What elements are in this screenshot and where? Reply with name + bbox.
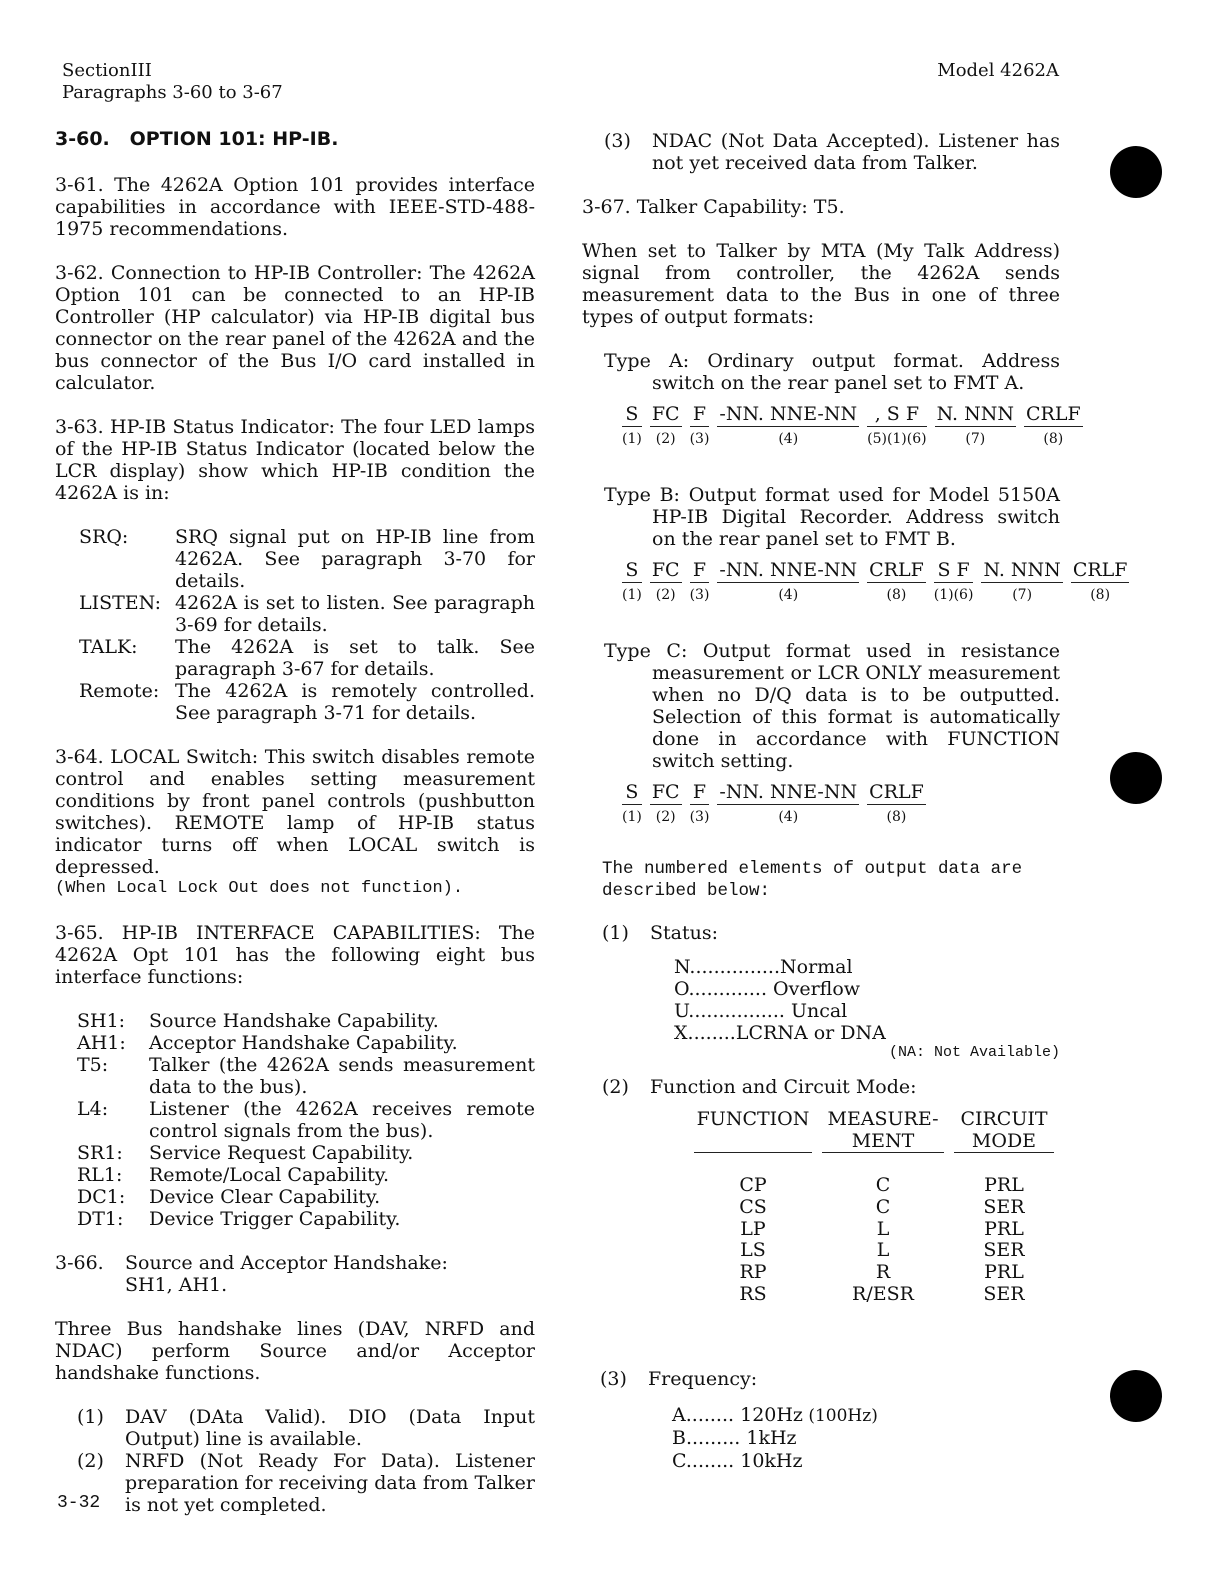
para-3-66-title-block: [125, 1252, 448, 1296]
list-item: [77, 1406, 535, 1450]
table-cell: R/ESR: [852, 1283, 914, 1305]
item-desc: Listener (the 4262A receives remote control signals from the bus).: [149, 1098, 535, 1142]
code-row: [674, 978, 1060, 1000]
header-line-1: MEASURE-: [827, 1108, 939, 1130]
segment-index: (3): [689, 809, 710, 825]
function-table: [582, 1108, 1060, 1368]
item-desc: NRFD (Not Ready For Data). Listener preparation for receiving data from Talker is not yet completed.: [125, 1450, 535, 1516]
list-item: [77, 1010, 535, 1032]
status-codes: [674, 956, 1060, 1044]
para-3-66-body: Three Bus handshake lines (DAV, NRFD and NDAC) perform Source and/or Acceptor handshake functions.: [55, 1318, 535, 1384]
code-key: X: [674, 1022, 688, 1044]
code-value: 1kHz: [740, 1427, 797, 1449]
segment-index: (2): [655, 587, 676, 603]
code-value: LCRNA or DNA: [735, 1022, 886, 1044]
segment-token: S: [622, 782, 642, 805]
code-row: [672, 1450, 1060, 1473]
segment-token: N. NNN: [936, 403, 1014, 425]
segment-index: (4): [778, 431, 799, 447]
header-line-1: CIRCUIT: [960, 1108, 1048, 1130]
item-key: RL1:: [77, 1164, 123, 1186]
format-segment: [1071, 560, 1130, 620]
format-segment: [650, 782, 682, 842]
table-cell: R: [875, 1261, 891, 1284]
item-desc: Talker (the 4262A sends measurement data to the bus).: [149, 1054, 535, 1098]
format-b-diagram: [622, 559, 1128, 620]
code-value: Normal: [780, 956, 853, 978]
header-line-2: MODE: [954, 1130, 1054, 1153]
list-item: [79, 636, 535, 680]
format-segment: [867, 782, 926, 842]
table-cell: L: [876, 1239, 890, 1262]
segment-token: F: [690, 404, 710, 427]
right-column: [582, 130, 1128, 1473]
type-b-desc: Type B: Output format used for Model 5150A HP-IB Digital Recorder. Address switch on the rear panel set to FMT B.: [604, 484, 1060, 550]
para-title: Source and Acceptor Handshake:: [125, 1252, 448, 1274]
capability-list: [77, 1010, 535, 1230]
code-row: [672, 1427, 1060, 1450]
leader-dots: .........: [685, 1427, 741, 1449]
list-item: [77, 1186, 535, 1208]
item-key: (2): [602, 1076, 629, 1098]
format-segment: [650, 560, 682, 620]
format-a-diagram: [622, 403, 1081, 464]
segment-token: -NN. NNE-NN: [719, 781, 858, 803]
item-key: (3): [600, 1368, 627, 1390]
handshake-list: [77, 1406, 535, 1516]
list-item: [79, 680, 535, 724]
code-row: [672, 1404, 1060, 1427]
heading-3-60: [55, 128, 535, 150]
segment-index: (3): [689, 431, 710, 447]
section-label: SectionIII: [62, 60, 152, 81]
item-key: (2): [77, 1450, 104, 1472]
item-desc: SRQ signal put on HP-IB line from 4262A. See paragraph 3-70 for details.: [175, 526, 535, 592]
page-number: 3-32: [57, 1493, 101, 1513]
type-a-desc: Type A: Ordinary output format. Address switch on the rear panel set to FMT A.: [604, 350, 1060, 394]
segment-token: CRLF: [1025, 403, 1081, 425]
segment-token: S: [622, 404, 642, 427]
segment-index: (7): [1012, 587, 1033, 603]
leader-dots: ........: [685, 1450, 735, 1472]
segment-token: N. NNN: [983, 559, 1061, 581]
item-key: (1): [602, 922, 629, 944]
binder-hole: [1110, 752, 1162, 804]
code-row: [674, 1022, 1060, 1044]
para-3-67: 3-67. Talker Capability: T5.: [582, 196, 845, 218]
item-desc: Source Handshake Capability.: [149, 1010, 439, 1032]
item-key: T5:: [77, 1054, 109, 1076]
leader-dots: ................: [688, 1000, 785, 1022]
segment-token: F: [690, 560, 710, 583]
frequency-codes: [672, 1404, 1060, 1473]
leader-dots: .............: [688, 978, 767, 1000]
code-value: 120Hz: [734, 1404, 803, 1426]
binder-hole: [1110, 1370, 1162, 1422]
leader-dots: ........: [685, 1404, 735, 1426]
item-key: (3): [604, 130, 631, 152]
item-key: SH1:: [77, 1010, 126, 1032]
para-3-64: 3-64. LOCAL Switch: This switch disables remote control and enables setting measurement conditions by front panel controls (pushbutton switches). REMOTE lamp of HP-IB status indicator turns off when LOCAL switch is depressed.: [55, 746, 535, 878]
segment-index: (4): [778, 809, 799, 825]
format-segment: [981, 560, 1062, 620]
segment-index: (3): [689, 587, 710, 603]
item-desc: DAV (DAta Valid). DIO (Data Input Output) line is available.: [125, 1406, 535, 1450]
item-key: LISTEN:: [79, 592, 162, 614]
table-cell: RS: [739, 1283, 767, 1305]
table-cell: SER: [983, 1239, 1025, 1262]
para-3-62: 3-62. Connection to HP-IB Controller: The 4262A Option 101 can be connected to an HP-IB Controller (HP calculator) via HP-IB digital bus connector on the rear panel of the 4262A and the bus connector of the Bus I/O card installed in calculator.: [55, 262, 535, 394]
leader-dots: ........: [687, 1022, 736, 1044]
segment-token: CRLF: [1072, 559, 1128, 581]
format-segment: [935, 404, 1016, 464]
code-key: O: [674, 978, 689, 1000]
item-key: SRQ:: [79, 526, 129, 548]
item-desc: Device Clear Capability.: [149, 1186, 381, 1208]
table-cell: SER: [983, 1195, 1025, 1218]
item-desc: Remote/Local Capability.: [149, 1164, 390, 1186]
item-desc: NDAC (Not Data Accepted). Listener has not yet received data from Talker.: [652, 130, 1060, 174]
list-item: [77, 1054, 535, 1098]
segment-index: (1): [622, 431, 642, 447]
segment-index: (1): [622, 809, 642, 825]
item-title: Frequency:: [648, 1368, 758, 1390]
para-3-63: 3-63. HP-IB Status Indicator: The four LED lamps of the HP-IB Status Indicator (located below the LCR display) show which HP-IB condition the 4262A is in:: [55, 416, 535, 504]
segment-token: S: [622, 560, 642, 583]
table-cell: SER: [983, 1283, 1025, 1305]
segment-index: (2): [655, 431, 676, 447]
item-desc: Acceptor Handshake Capability.: [149, 1032, 458, 1054]
segment-index: (5)(1)(6): [867, 431, 927, 447]
segment-token: -NN. NNE-NN: [719, 403, 858, 425]
format-segment: [717, 560, 859, 620]
table-cell: CP: [739, 1174, 767, 1196]
segment-token: F: [690, 782, 710, 805]
table-header: [822, 1108, 944, 1153]
handshake-item: [604, 130, 1060, 174]
table-cell: L: [876, 1217, 890, 1240]
para-3-64-note: (When Local Lock Out does not function).: [55, 879, 464, 898]
list-item: [79, 526, 535, 592]
code-row: [674, 1000, 1060, 1022]
code-key: B: [672, 1427, 686, 1449]
segment-index: (2): [655, 809, 676, 825]
frequency-heading: [600, 1368, 1060, 1390]
para-3-65: 3-65. HP-IB INTERFACE CAPABILITIES: The 4262A Opt 101 has the following eight bus interface functions:: [55, 922, 535, 988]
item-desc: Device Trigger Capability.: [149, 1208, 401, 1230]
item-desc: The 4262A is set to talk. See paragraph 3-67 for details.: [175, 636, 535, 680]
code-row: [674, 956, 1060, 978]
status-indicator-list: [79, 526, 535, 724]
item-key: (1): [77, 1406, 104, 1428]
code-value: Uncal: [784, 1000, 848, 1022]
format-segment: [690, 404, 710, 464]
code-extra: (100Hz): [802, 1406, 878, 1426]
list-item: [77, 1164, 535, 1186]
table-cell: CS: [739, 1195, 767, 1218]
item-key: L4:: [77, 1098, 109, 1120]
item-key: SR1:: [77, 1142, 123, 1164]
segment-index: (8): [886, 587, 907, 603]
format-segment: [690, 560, 710, 620]
segment-index: (8): [886, 809, 907, 825]
format-segment: [690, 782, 710, 842]
format-segment: [622, 782, 642, 842]
segment-index: (1)(6): [933, 587, 974, 603]
segment-token: FC: [651, 559, 680, 581]
segment-index: (8): [1043, 431, 1064, 447]
item-desc: The 4262A is remotely controlled. See paragraph 3-71 for details.: [175, 680, 535, 724]
segment-token: S F: [934, 560, 974, 583]
paragraph-range: Paragraphs 3-60 to 3-67: [62, 82, 283, 103]
table-cell: C: [875, 1174, 891, 1196]
status-heading: [602, 922, 1060, 944]
segment-token: , S F: [867, 404, 927, 427]
table-cell: C: [875, 1195, 891, 1218]
format-segment: [1024, 404, 1083, 464]
para-3-66-head: [55, 1252, 535, 1296]
table-cell: PRL: [984, 1174, 1024, 1196]
segment-index: (4): [778, 587, 799, 603]
format-segment: [867, 560, 926, 620]
segment-index: (8): [1090, 587, 1111, 603]
code-key: U: [674, 1000, 689, 1022]
left-column: [55, 128, 535, 1516]
table-header: [694, 1108, 812, 1153]
header-line-1: FUNCTION: [696, 1108, 810, 1130]
item-key: TALK:: [79, 636, 138, 658]
numbered-intro: The numbered elements of output data are described below:: [602, 859, 1023, 901]
status-note: (NA: Not Available): [888, 1044, 1060, 1061]
table-cell: LS: [740, 1239, 766, 1262]
code-key: C: [672, 1450, 686, 1472]
segment-token: CRLF: [869, 781, 924, 803]
model-label: Model 4262A: [937, 60, 1059, 81]
table-cell: PRL: [984, 1261, 1024, 1284]
segment-index: (7): [965, 431, 986, 447]
list-item: [77, 1032, 535, 1054]
format-c-diagram: [622, 782, 1060, 842]
item-title: Status:: [650, 922, 719, 944]
code-value: Overflow: [766, 978, 861, 1000]
format-segment: [717, 782, 859, 842]
heading-title: OPTION 101: HP-IB.: [129, 128, 339, 150]
function-heading: [602, 1076, 1060, 1098]
format-segment: [622, 560, 642, 620]
code-key: N: [674, 956, 690, 978]
leader-dots: ...............: [689, 956, 781, 978]
para-3-67-body: When set to Talker by MTA (My Talk Address) signal from controller, the 4262A sends measurement data to the Bus in one of three types of output formats:: [582, 240, 1060, 328]
type-c-desc: Type C: Output format used in resistance measurement or LCR ONLY measurement when no D/Q data is to be outputted. Selection of this format is automatically done in accordance with FUNCTION switch setting.: [604, 640, 1060, 772]
list-item: [77, 1142, 535, 1164]
list-item: [79, 592, 535, 636]
item-title: Function and Circuit Mode:: [650, 1076, 917, 1098]
para-3-61: 3-61. The 4262A Option 101 provides interface capabilities in accordance with IEEE-STD-488-1975 recommendations.: [55, 174, 535, 240]
item-desc: Service Request Capability.: [149, 1142, 414, 1164]
segment-token: FC: [651, 403, 680, 425]
para-number: 3-66.: [55, 1252, 104, 1274]
list-item: [77, 1098, 535, 1142]
binder-hole: [1110, 146, 1162, 198]
item-key: Remote:: [79, 680, 160, 702]
table-cell: RP: [739, 1261, 767, 1284]
header-line-2: [694, 1130, 812, 1153]
format-segment: [622, 404, 642, 464]
code-key: A: [672, 1404, 686, 1426]
segment-token: -NN. NNE-NN: [719, 559, 858, 581]
item-key: AH1:: [77, 1032, 126, 1054]
segment-token: FC: [651, 781, 680, 803]
code-value: 10kHz: [734, 1450, 803, 1472]
format-segment: [650, 404, 682, 464]
table-header: [954, 1108, 1054, 1153]
item-desc: 4262A is set to listen. See paragraph 3-69 for details.: [175, 592, 535, 636]
header-line-2: MENT: [822, 1130, 944, 1153]
heading-number: 3-60.: [55, 128, 110, 150]
table-cell: PRL: [984, 1217, 1024, 1240]
para-subtitle: SH1, AH1.: [125, 1274, 228, 1296]
list-item: [77, 1208, 535, 1230]
table-cell: LP: [740, 1217, 766, 1240]
item-key: DT1:: [77, 1208, 124, 1230]
list-item: [77, 1450, 535, 1516]
format-segment: [934, 560, 974, 620]
format-segment: [717, 404, 859, 464]
segment-index: (1): [622, 587, 642, 603]
segment-token: CRLF: [869, 559, 924, 581]
item-key: DC1:: [77, 1186, 126, 1208]
format-segment: [867, 404, 927, 464]
